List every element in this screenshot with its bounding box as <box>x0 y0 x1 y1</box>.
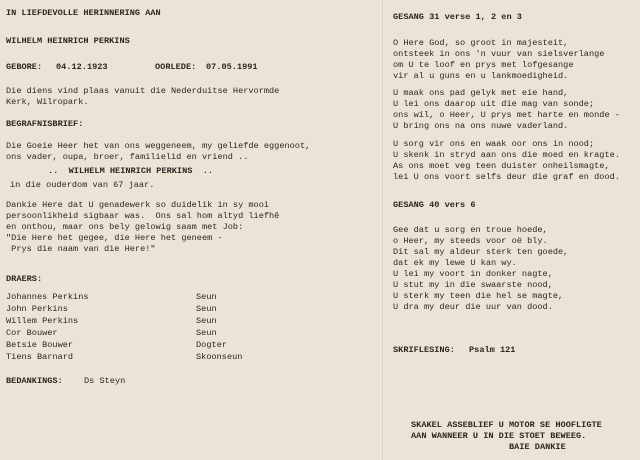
hymn1-line: lei U ons voort selfs deur die graf en dood. <box>393 172 620 182</box>
hymn2-heading: GESANG 40 vers 6 <box>393 200 476 210</box>
bearer-relation: Skoonseun <box>196 352 243 362</box>
letter-name-line: .. WILHELM HEINRICH PERKINS .. <box>48 166 214 176</box>
bearer-name: Betsie Bouwer <box>6 340 74 350</box>
bearer-relation: Seun <box>196 304 217 314</box>
hymn2-line: o Heer, my steeds voor oë bly. <box>393 236 548 246</box>
bearers-heading: DRAERS: <box>6 274 43 284</box>
hymn2-line: U stut my in die swaarste nood, <box>393 280 553 290</box>
bearer-name: Tiens Barnard <box>6 352 74 362</box>
hymn1-line: As ons moet veg teen duister onheilsmagte, <box>393 161 610 171</box>
hymn1-line: ons wil, o Heer, U prys met harte en monde - <box>393 110 620 120</box>
bearer-relation: Seun <box>196 292 217 302</box>
hymn1-line: U maak ons pad gelyk met eie hand, <box>393 88 569 98</box>
bearer-relation: Seun <box>196 316 217 326</box>
letter-line: "Die Here het gegee, die Here het geneem - <box>6 233 223 243</box>
hymn1-heading: GESANG 31 verse 1, 2 en 3 <box>393 12 522 22</box>
service-line: Die diens vind plaas vanuit die Nederduitse Hervormde <box>6 86 280 96</box>
hymn1-line: ontsteek in ons 'n vuur van sielsverlange <box>393 49 605 59</box>
hymn2-line: U sterk my teen die hel se magte, <box>393 291 564 301</box>
bearer-relation: Dogter <box>196 340 227 350</box>
died-date: 07.05.1991 <box>206 62 258 72</box>
hymn1-line: om U te loof en prys met lofgesange <box>393 60 574 70</box>
notice-line: BAIE DANKIE <box>509 442 566 452</box>
hymn1-line: U bring ons na ons nuwe vaderland. <box>393 121 569 131</box>
notice-line: SKAKEL ASSEBLIEF U MOTOR SE HOOFLIGTE <box>411 420 602 430</box>
letter-line: persoonlikheid sigbaar was. Ons sal hom altyd liefhê <box>6 211 280 221</box>
bearer-name: Johannes Perkins <box>6 292 89 302</box>
hymn1-line: O Here God, so groot in majesteit, <box>393 38 569 48</box>
hymn1-line: U sorg vir ons en waak oor ons in nood; <box>393 139 595 149</box>
reading-value: Psalm 121 <box>469 345 516 355</box>
hymn2-line: U lei my voort in donker nagte, <box>393 269 553 279</box>
heading: IN LIEFDEVOLLE HERINNERING AAN <box>6 8 161 18</box>
letter-line: Die Goeie Heer het van ons weggeneem, my geliefde eggenoot, <box>6 141 311 151</box>
bearer-name: John Perkins <box>6 304 68 314</box>
deceased-name: WILHELM HEINRICH PERKINS <box>6 36 130 46</box>
reading-label: SKRIFLESING: <box>393 345 455 355</box>
born-label: GEBORE: <box>6 62 43 72</box>
notice-line: AAN WANNEER U IN DIE STOET BEWEEG. <box>411 431 587 441</box>
hymn1-line: U skenk in stryd aan ons die moed en kragte. <box>393 150 620 160</box>
hymn2-line: U dra my deur die uur van dood. <box>393 302 553 312</box>
thanks-label: BEDANKINGS: <box>6 376 63 386</box>
hymn2-line: dat ek my lewe U kan wy. <box>393 258 517 268</box>
bearer-name: Cor Bouwer <box>6 328 58 338</box>
letter-heading: BEGRAFNISBRIEF: <box>6 119 84 129</box>
fold-line <box>382 0 384 460</box>
bearer-name: Willem Perkins <box>6 316 79 326</box>
letter-line: Prys die naam van die Here!" <box>6 244 156 254</box>
hymn2-line: Gee dat u sorg en troue hoede, <box>393 225 548 235</box>
hymn1-line: vir al u guns en u lankmoedigheid. <box>393 71 569 81</box>
born-date: 04.12.1923 <box>56 62 108 72</box>
letter-line: en onthou, maar ons bely gelowig saam met Job: <box>6 222 244 232</box>
letter-line: ons vader, oupa, broer, familielid en vriend .. <box>6 152 249 162</box>
hymn1-line: U lei ons daarop uit die mag van sonde; <box>393 99 595 109</box>
died-label: OORLEDE: <box>155 62 197 72</box>
hymn2-line: Dit sal my aldeur sterk ten goede, <box>393 247 569 257</box>
age-line: in die ouderdom van 67 jaar. <box>10 180 155 190</box>
thanks-value: Ds Steyn <box>84 376 126 386</box>
letter-line: Dankie Here dat U genadewerk so duidelik in sy mooi <box>6 200 270 210</box>
bearer-relation: Seun <box>196 328 217 338</box>
service-line: Kerk, Wilropark. <box>6 97 89 107</box>
